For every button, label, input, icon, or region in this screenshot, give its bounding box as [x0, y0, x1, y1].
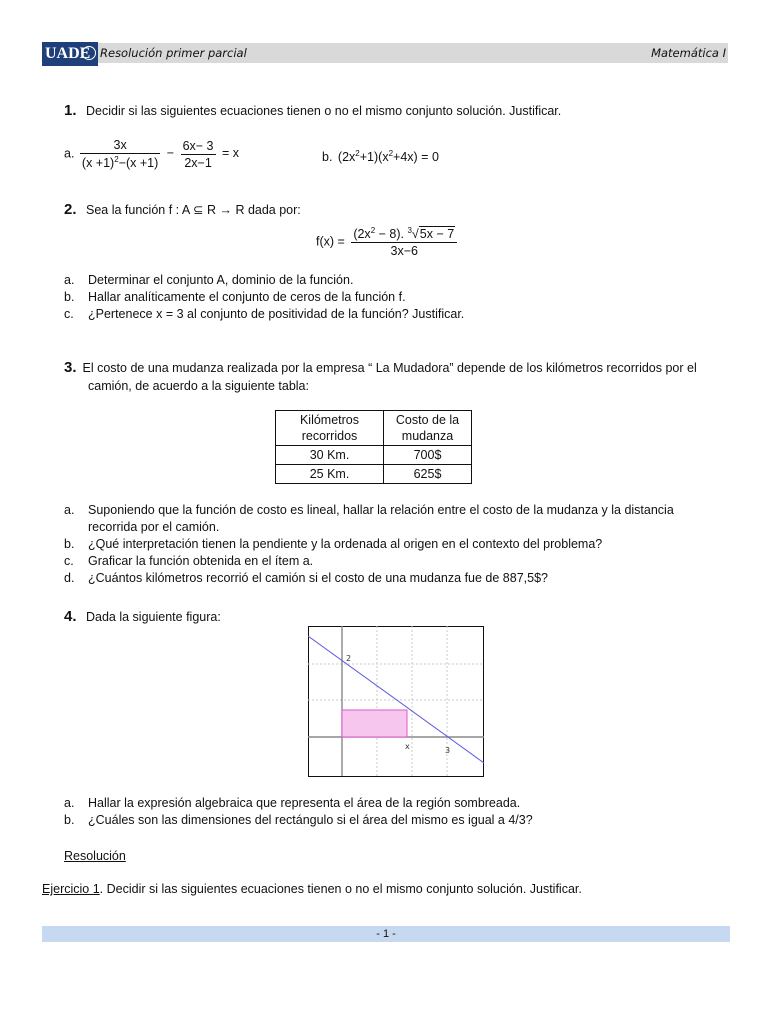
item-label: a.: [64, 273, 75, 287]
item-text: Hallar la expresión algebraica que representa el área de la región sombreada.: [88, 796, 521, 810]
list-item: [64, 553, 728, 570]
item-label: b.: [64, 290, 75, 304]
q1-b-p3: +4x) = 0: [393, 150, 439, 165]
q2-statement: [64, 201, 301, 218]
table-row: [276, 465, 472, 484]
q1-a-rhs: = x: [222, 146, 240, 161]
ejercicio-1-line: [42, 882, 582, 896]
item-label: b.: [64, 813, 75, 827]
item-text: Determinar el conjunto A, dominio de la función.: [88, 273, 354, 287]
item-text-cont: recorrida por el camión.: [88, 520, 220, 534]
list-item: [64, 502, 728, 519]
item-text: Hallar analíticamente el conjunto de ceros de la función f.: [88, 290, 406, 304]
q2-denominator: 3x−6: [390, 244, 418, 259]
q3-text-2: camión, de acuerdo a la siguiente tabla:: [88, 379, 309, 393]
q3-text-1: El costo de una mudanza realizada por la empresa “ La Mudadora” depende de los kilómetros recorridos por el: [82, 361, 697, 375]
root-body: 5x − 7: [419, 227, 455, 242]
item-text: ¿Qué interpretación tienen la pendiente y la ordenada al origen en el contexto del problema?: [88, 537, 603, 551]
q4-number: 4.: [64, 608, 77, 625]
q1-a-fraction-2: [181, 139, 216, 170]
table-header-cost: Costo de la mudanza: [384, 411, 472, 446]
q4-figure: [308, 626, 484, 777]
seal-icon: [82, 46, 96, 60]
q1-a-frac2-den: 2x−1: [184, 155, 212, 170]
ejercicio-1-label: Ejercicio 1: [42, 882, 100, 896]
resolucion-heading: Resolución: [64, 849, 126, 863]
q1-equation-a: [64, 138, 239, 170]
table-cell: 700$: [384, 446, 472, 465]
table-cell: 25 Km.: [276, 465, 384, 484]
item-text: Graficar la función obtenida en el ítem a.: [88, 554, 314, 568]
q3-statement: [64, 359, 728, 395]
den-part: (x +1): [81, 156, 115, 171]
q1-a-fraction-1: [80, 138, 160, 170]
q2-fraction: [351, 226, 457, 258]
label-3: 3: [445, 746, 451, 755]
q1-equation-b: [322, 149, 439, 164]
q1-a-frac2-num: 6x− 3: [182, 138, 214, 153]
q1-number: 1.: [64, 102, 77, 119]
den-exp: 2: [114, 155, 119, 164]
q1-a-minus: −: [166, 146, 175, 161]
label-x: x: [405, 742, 410, 751]
item-label: a.: [64, 796, 75, 810]
shaded-rectangle: [342, 710, 407, 737]
item-label: a.: [64, 503, 75, 517]
q1-a-frac1-num: 3x: [80, 138, 160, 154]
q2-number: 2.: [64, 201, 77, 218]
item-text: Suponiendo que la función de costo es lineal, hallar la relación entre el costo de la mudanza y la distancia: [88, 503, 674, 517]
q1-b-e2: 2: [388, 149, 394, 158]
list-item: [64, 812, 533, 829]
logo-text: UADE: [45, 45, 91, 62]
ejercicio-1-text: . Decidir si las siguientes ecuaciones tienen o no el mismo conjunto solución. Justificar.: [99, 882, 582, 896]
table-cell: 625$: [384, 465, 472, 484]
item-text: ¿Cuántos kilómetros recorrió el camión si el costo de una mudanza fue de 887,5$?: [88, 571, 548, 585]
q4-text: Dada la siguiente figura:: [86, 610, 221, 624]
item-label: d.: [64, 571, 75, 585]
q3-table: [275, 410, 472, 484]
list-item: [64, 272, 464, 289]
q1-text: Decidir si las siguientes ecuaciones tienen o no el mismo conjunto solución. Justificar.: [86, 104, 562, 118]
item-label: c.: [64, 307, 74, 321]
footer-page-number: - 1 -: [42, 926, 730, 942]
item-label: b.: [64, 537, 75, 551]
q2-fx: f(x) =: [316, 234, 345, 249]
list-item: [64, 570, 728, 587]
q4-items: [64, 795, 533, 829]
item-label: c.: [64, 554, 74, 568]
table-header-km: Kilómetros recorridos: [276, 411, 384, 446]
table-cell: 30 Km.: [276, 446, 384, 465]
item-text: ¿Pertenece x = 3 al conjunto de positividad de la función? Justificar.: [88, 307, 465, 321]
list-item: [64, 795, 533, 812]
q4-statement: [64, 608, 221, 625]
q1-b-p2: +1)(x: [359, 150, 389, 165]
q2-text: Sea la función f : A ⊆ R → R dada por:: [86, 203, 301, 217]
figure-frame: [309, 627, 484, 777]
label-y-2: 2: [346, 654, 352, 663]
num-p2: − 8).: [375, 227, 408, 242]
table-row: [276, 446, 472, 465]
list-item: [64, 289, 464, 306]
q2-numerator: $(2x^2 - 8)$. $^3$√5x − 7: [351, 226, 457, 243]
header-right-title: Matemática I: [651, 46, 726, 60]
q2-function: [316, 226, 457, 258]
den-rest: −(x +1): [118, 156, 159, 171]
table-header-row: [276, 411, 472, 446]
q1-statement: [64, 102, 561, 119]
q1-b-p1: (2x: [337, 150, 356, 165]
q3-items: [64, 502, 728, 587]
list-item: [64, 306, 464, 323]
item-text: ¿Cuáles son las dimensiones del rectángulo si el área del mismo es igual a 4/3?: [88, 813, 533, 827]
q1-a-label: a.: [64, 146, 75, 161]
q1-b-label: b.: [322, 150, 333, 165]
q2-items: [64, 272, 464, 323]
list-item: [64, 536, 728, 553]
q1-a-frac1-den: [80, 154, 160, 170]
uade-logo: [42, 42, 98, 66]
q3-number: 3.: [64, 359, 77, 376]
num-p1: (2x: [353, 227, 371, 242]
q1-b-e1: 2: [355, 149, 360, 158]
root-index: 3: [407, 226, 412, 235]
header-left-title: Resolución primer parcial: [100, 46, 247, 60]
num-e1: 2: [370, 226, 376, 235]
